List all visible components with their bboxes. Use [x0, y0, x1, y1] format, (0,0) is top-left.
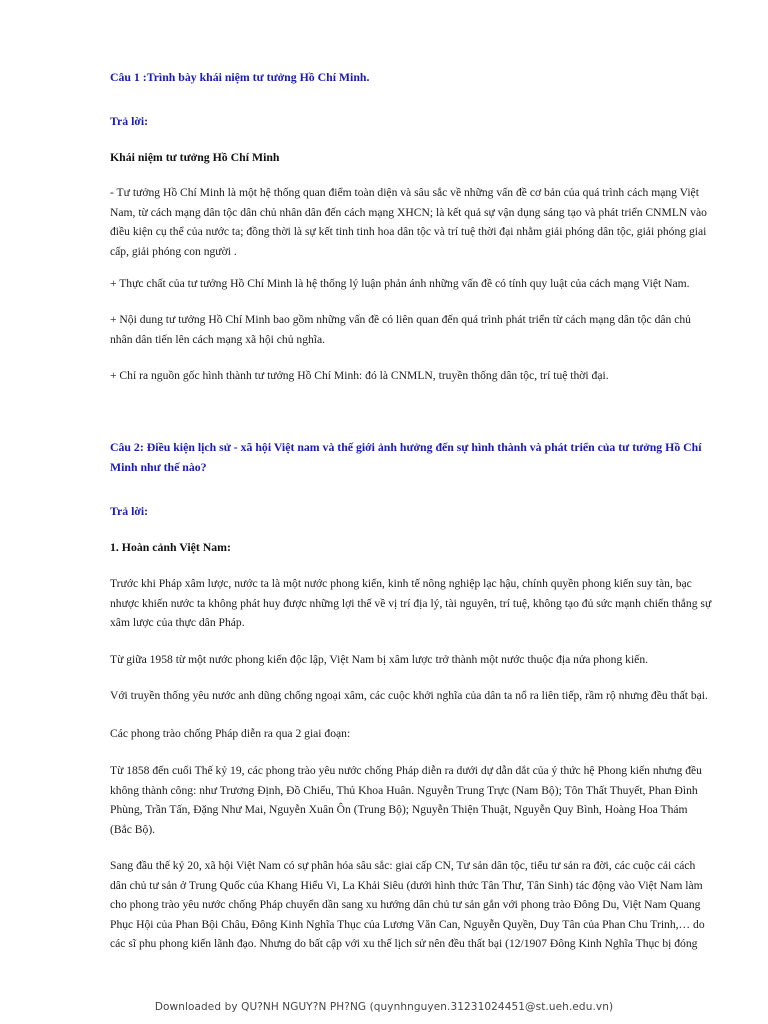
paragraph-1858-movements: Từ 1858 đến cuối Thế kỷ 19, các phong trào yêu nước chống Pháp diễn ra dưới dự dẫn dắt của ý thức hệ Phong kiến nhưng đều không thành công: như Trương Định, Đồ Chiểu, Thủ Khoa Huân. Nguyễn Trung Trực (Nam Bộ); Tôn Thất Thuyết, Phan Đình Phùng, Trần Tấn, Đặng Như Mai, Nguyễn Xuân Ôn (Trung Bộ); Nguyễn Thiện Thuật, Nguyễn Quy Bình, Hoàng Hoa Thám (Bắc Bộ). [110, 764, 702, 836]
question-2-title: Câu 2: Điều kiện lịch sử - xã hội Việt nam và thế giới ảnh hưởng đến sự hình thành và phát triển của tư tưởng Hồ Chí Minh như thế nào? [110, 440, 702, 474]
answer-label-2: Trả lời: [110, 504, 149, 518]
paragraph-uprisings: Với truyền thống yêu nước anh dũng chống ngoại xâm, các cuộc khởi nghĩa của dân ta nổ ra liên tiếp, rầm rộ nhưng đều thất bại. [110, 689, 708, 702]
paragraph-origin: + Chỉ ra nguồn gốc hình thành tư tưởng Hồ Chí Minh: đó là CNMLN, truyền thống dân tộc, trí tuệ thời đại. [110, 369, 609, 382]
paragraph-essence: + Thực chất của tư tưởng Hồ Chí Minh là hệ thống lý luận phản ánh những vấn đề có tính quy luật của cách mạng Việt Nam. [110, 277, 690, 290]
answer-label-1: Trả lời: [110, 114, 149, 128]
heading-vietnam-context: 1. Hoàn cảnh Việt Nam: [110, 540, 231, 554]
paragraph-before-invasion: Trước khi Pháp xâm lược, nước ta là một nước phong kiến, kinh tế nông nghiệp lạc hậu, chính quyền phong kiến suy tàn, bạc nhược khiến nước ta không phát huy được những lợi thế về vị trí địa lý, tài nguyên, trí tuệ, không tạo đủ sức mạnh chiến thắng sự xâm lược của thực dân Pháp. [110, 577, 712, 629]
paragraph-1958: Từ giữa 1958 từ một nước phong kiến độc lập, Việt Nam bị xâm lược trở thành một nước thuộc địa nửa phong kiến. [110, 653, 649, 666]
question-1-title: Câu 1 :Trình bày khái niệm tư tưởng Hồ Chí Minh. [110, 70, 370, 84]
paragraph-concept-definition: - Tư tưởng Hồ Chí Minh là một hệ thống quan điểm toàn diện và sâu sắc về những vấn đề cơ bản của quá trình cách mạng Việt Nam, từ cách mạng dân tộc dân chủ nhân dân đến cách mạng XHCN; là kết quả sự vận dụng sáng tạo và phát triển CNMLN vào điều kiện cụ thể của nước ta; đồng thời là sự kết tinh tinh hoa dân tộc và trí tuệ thời đại nhằm giải phóng dân tộc, giải phóng giai cấp, giải phóng con người . [110, 186, 707, 258]
paragraph-content: + Nội dung tư tưởng Hồ Chí Minh bao gồm những vấn đề có liên quan đến quá trình phát triển từ cách mạng dân tộc dân chủ nhân dân tiến lên cách mạng xã hội chủ nghĩa. [110, 313, 691, 346]
download-footer: Downloaded by QU?NH NGUY?N PH?NG (quynhnguyen.31231024451@st.ueh.edu.vn) [154, 1001, 614, 1013]
paragraph-two-stages: Các phong trào chống Pháp diễn ra qua 2 giai đoạn: [110, 727, 351, 740]
paragraph-early-20th-century: Sang đầu thế kỷ 20, xã hội Việt Nam có sự phân hóa sâu sắc: giai cấp CN, Tư sản dân tộc, tiểu tư sản ra đời, các cuộc cải cách dân chủ tư sản ở Trung Quốc của Khang Hiểu Vi, La Khải Siêu (dưới hình thức Tân Thư, Tân Sinh) tác động vào Việt Nam làm cho phong trào yêu nước chống Pháp chuyển dần sang xu hướng dân chủ tư sản gắn với phong trào Đông Du, Việt Nam Quang Phục Hội của Phan Bội Châu, Đông Kinh Nghĩa Thục của Lương Văn Can, Nguyễn Quyền, Duy Tân của Phan Chu Trinh,… do các sĩ phu phong kiến lãnh đạo. Nhưng do bất cập với xu thế lịch sử nên đều thất bại (12/1907 Đông Kinh Nghĩa Thục bị đóng [110, 859, 705, 950]
heading-concept: Khái niệm tư tưởng Hồ Chí Minh [110, 150, 280, 164]
